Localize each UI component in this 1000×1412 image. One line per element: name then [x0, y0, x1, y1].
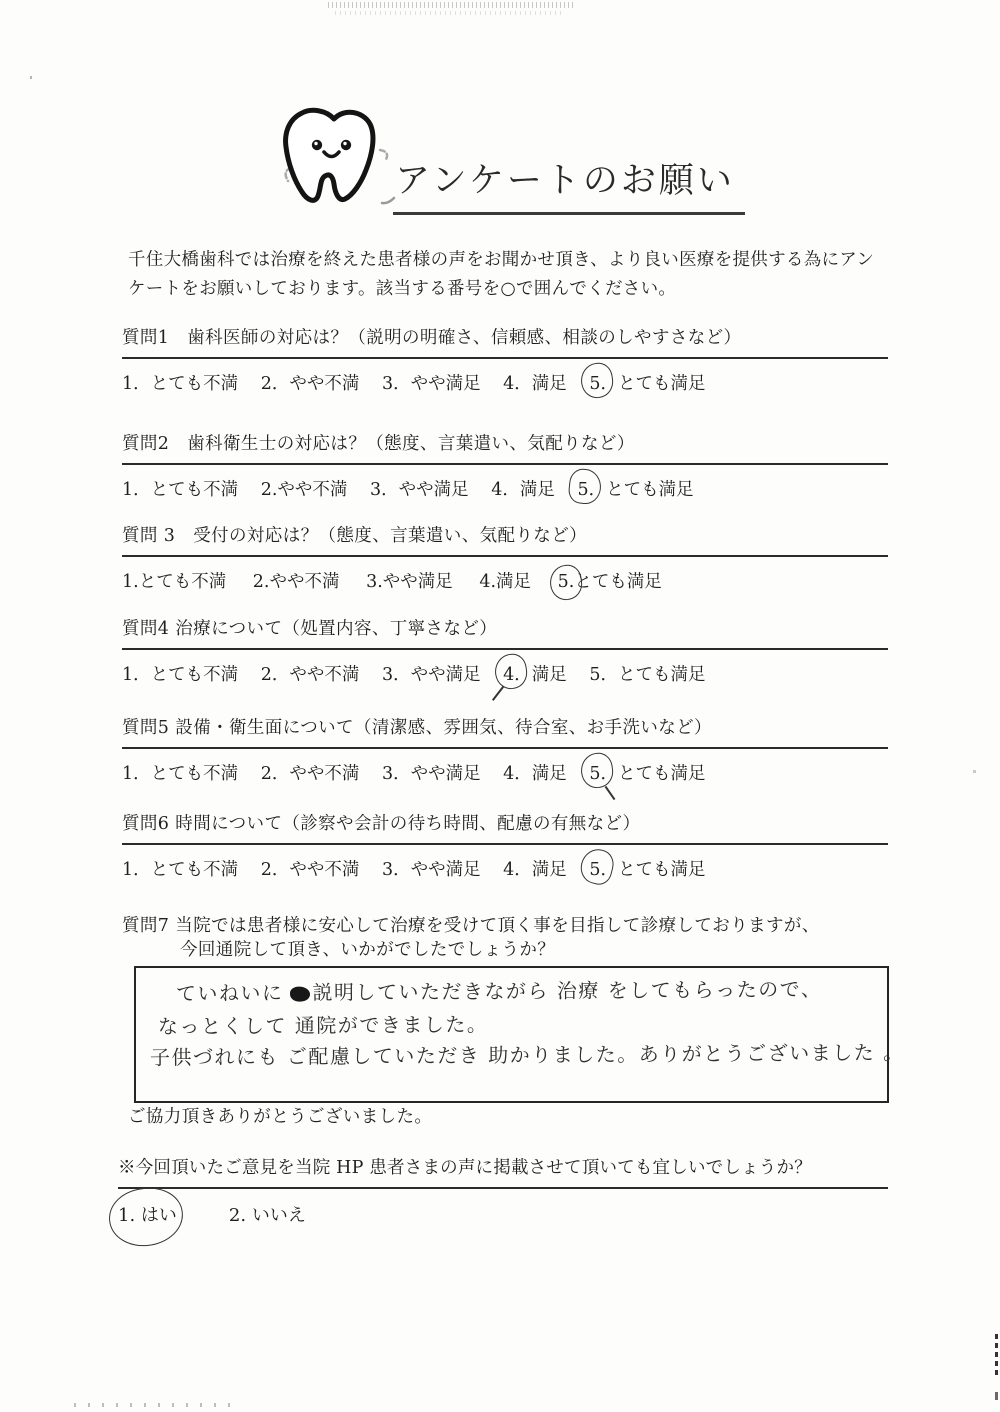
rating-option	[261, 665, 360, 685]
closing-text: ご協力頂きありがとうございました。	[128, 1107, 433, 1127]
rating-option	[382, 374, 481, 394]
consent-block	[118, 1156, 888, 1227]
rating-label: やや不満	[289, 665, 360, 685]
rating-option	[122, 860, 238, 880]
rating-option	[122, 480, 238, 500]
rating-number: 3．	[381, 665, 411, 685]
rating-number: 3．	[381, 374, 411, 394]
question-6-title: 質問6 時間について（診察や会計の待ち時間、配慮の有無など）	[122, 814, 641, 834]
rating-number: 1.	[122, 572, 139, 592]
ink-scribble	[289, 987, 309, 1002]
rating-option	[253, 572, 340, 592]
rating-number: 1．	[122, 665, 151, 685]
consent-option-no: 2. いいえ	[228, 1205, 306, 1226]
handwritten-comment-line3: 子供づれにも ご配慮していただき 助かりました。ありがとうございました 。	[149, 1040, 905, 1070]
rating-label: とても満足	[618, 665, 706, 685]
rating-label: 満足	[519, 480, 555, 500]
scan-noise	[74, 1403, 232, 1407]
rating-number: 3.	[366, 572, 383, 592]
rating-label: とても不満	[150, 764, 239, 784]
rating-number: 5．	[589, 665, 619, 685]
rating-number: 2．	[260, 860, 290, 880]
rating-label: やや不満	[289, 374, 360, 394]
rating-label: とても満足	[574, 572, 662, 592]
rating-option	[122, 572, 226, 592]
rating-option	[261, 480, 348, 500]
rating-number: 3．	[370, 480, 399, 500]
rating-number-circled: 5．	[589, 760, 618, 785]
question-6-options	[122, 856, 888, 881]
rating-label: 満足	[531, 764, 567, 784]
divider	[122, 463, 888, 465]
question-1-title: 質問1 歯科医師の対応は？（説明の明確さ、信頼感、相談のしやすさなど）	[122, 328, 742, 348]
rating-option	[382, 860, 481, 880]
question-2-title: 質問2 歯科衛生士の対応は？（態度、言葉遣い、気配りなど）	[122, 434, 635, 454]
divider	[122, 357, 888, 359]
rating-option	[261, 374, 360, 394]
rating-label: とても満足	[618, 764, 706, 784]
rating-option	[479, 572, 531, 592]
divider	[118, 1187, 888, 1189]
scan-edge-artifact	[995, 1392, 998, 1400]
rating-number: 4．	[503, 860, 532, 880]
rating-label: やや満足	[410, 860, 481, 880]
rating-number: 3．	[381, 860, 411, 880]
rating-option	[366, 572, 453, 592]
rating-option	[558, 572, 662, 592]
rating-number-circled: 5．	[577, 476, 606, 501]
rating-label: 満足	[531, 374, 567, 394]
rating-number-circled: 5.	[557, 572, 575, 592]
question-7-title-line2: 今回通院して頂き、いかがでしたでしょうか？	[180, 940, 556, 960]
rating-number: 2．	[260, 374, 290, 394]
question-7-title-line1: 質問7 当院では患者様に安心して治療を受けて頂く事を目指して診療しておりますが、	[122, 916, 820, 936]
rating-option	[503, 374, 567, 394]
scan-noise	[335, 11, 563, 15]
rating-label: やや満足	[410, 374, 481, 394]
scan-speck	[973, 770, 976, 773]
rating-label: とても不満	[150, 665, 239, 685]
consent-options	[118, 1201, 888, 1227]
question-1-block	[122, 326, 888, 395]
tooth-mascot-icon	[276, 106, 402, 210]
rating-option	[370, 480, 469, 500]
rating-option	[122, 665, 238, 685]
rating-option	[589, 374, 705, 394]
rating-option	[589, 764, 705, 784]
rating-label: 満足	[496, 572, 532, 592]
rating-number: 1．	[122, 860, 151, 880]
rating-label: とても満足	[606, 480, 694, 500]
rating-option	[589, 860, 705, 880]
rating-label: とても満足	[618, 374, 706, 394]
question-4-options	[122, 661, 888, 686]
scan-speck	[30, 76, 32, 79]
rating-option	[503, 665, 567, 685]
rating-number: 2.	[260, 480, 278, 500]
rating-number: 2.	[252, 572, 270, 592]
consent-note: ※今回頂いたご意見を当院 HP 患者さまの声に掲載させて頂いても宜しいでしょうか？	[118, 1158, 812, 1178]
divider	[122, 843, 888, 845]
rating-label: 満足	[531, 860, 567, 880]
rating-label: やや満足	[382, 572, 453, 592]
rating-label: とても不満	[150, 480, 239, 500]
rating-label: やや満足	[410, 764, 481, 784]
question-5-title: 質問5 設備・衛生面について（清潔感、雰囲気、待合室、お手洗いなど）	[122, 718, 712, 738]
rating-option	[382, 665, 481, 685]
rating-option	[261, 860, 360, 880]
rating-label: とても不満	[150, 860, 239, 880]
rating-label: やや不満	[277, 480, 348, 500]
question-5-block	[122, 716, 888, 785]
rating-number: 3．	[381, 764, 411, 784]
rating-option	[261, 764, 360, 784]
question-2-block	[122, 432, 888, 501]
page-title: アンケートのお願い	[393, 153, 745, 215]
handwritten-comment-line2: なっとくして 通院ができました。	[157, 1012, 489, 1039]
rating-number-circled: 5．	[589, 370, 618, 395]
divider	[122, 747, 888, 749]
consent-option-yes-circled: 1. はい	[118, 1201, 177, 1227]
rating-number-circled: 4．	[503, 661, 532, 686]
rating-option	[589, 665, 705, 685]
divider	[122, 648, 888, 650]
rating-number: 2．	[260, 764, 290, 784]
intro-text: 千住大橋歯科では治療を終えた患者様の声をお聞かせ頂き、より良い医療を提供する為にアンケートをお願いしております。該当する番号を○で囲んでください。	[128, 250, 875, 299]
rating-number-circled: 5．	[589, 856, 618, 881]
rating-option	[577, 480, 693, 500]
rating-number: 4．	[491, 480, 520, 500]
comment-box	[134, 966, 905, 1103]
question-3-options	[122, 568, 888, 593]
rating-number: 4．	[503, 764, 532, 784]
rating-number: 1．	[122, 480, 151, 500]
question-5-options	[122, 760, 888, 785]
scan-edge-artifact	[995, 1334, 998, 1378]
question-3-title: 質問 3 受付の対応は？（態度、言葉遣い、気配りなど）	[122, 526, 587, 546]
rating-label: やや不満	[289, 860, 360, 880]
question-4-block	[122, 617, 888, 686]
question-4-title: 質問4 治療について（処置内容、丁寧さなど）	[122, 619, 498, 639]
rating-label: やや満足	[410, 665, 481, 685]
question-2-options	[122, 476, 888, 501]
rating-option	[491, 480, 555, 500]
question-6-block	[122, 812, 888, 881]
rating-number: 1．	[122, 374, 151, 394]
rating-label: とても不満	[150, 374, 239, 394]
rating-option	[122, 374, 238, 394]
question-1-options	[122, 370, 888, 395]
rating-option	[503, 860, 567, 880]
scan-noise	[328, 2, 576, 8]
rating-label: 満足	[531, 665, 567, 685]
rating-label: やや不満	[269, 572, 340, 592]
rating-number: 4.	[479, 572, 497, 592]
rating-option	[382, 764, 481, 784]
question-7-block	[122, 914, 888, 962]
rating-label: やや満足	[398, 480, 469, 500]
divider	[122, 555, 888, 557]
rating-label: やや不満	[289, 764, 360, 784]
rating-label: とても不満	[138, 572, 227, 592]
handwritten-comment-line1: ていねいに 説明していただきながら 治療 をしてもらったので、	[175, 976, 823, 1006]
rating-number: 1．	[122, 764, 151, 784]
rating-option	[122, 764, 238, 784]
rating-label: とても満足	[618, 860, 706, 880]
rating-number: 4．	[503, 374, 532, 394]
rating-option	[503, 764, 567, 784]
question-3-block	[122, 524, 888, 593]
rating-number: 2．	[260, 665, 290, 685]
